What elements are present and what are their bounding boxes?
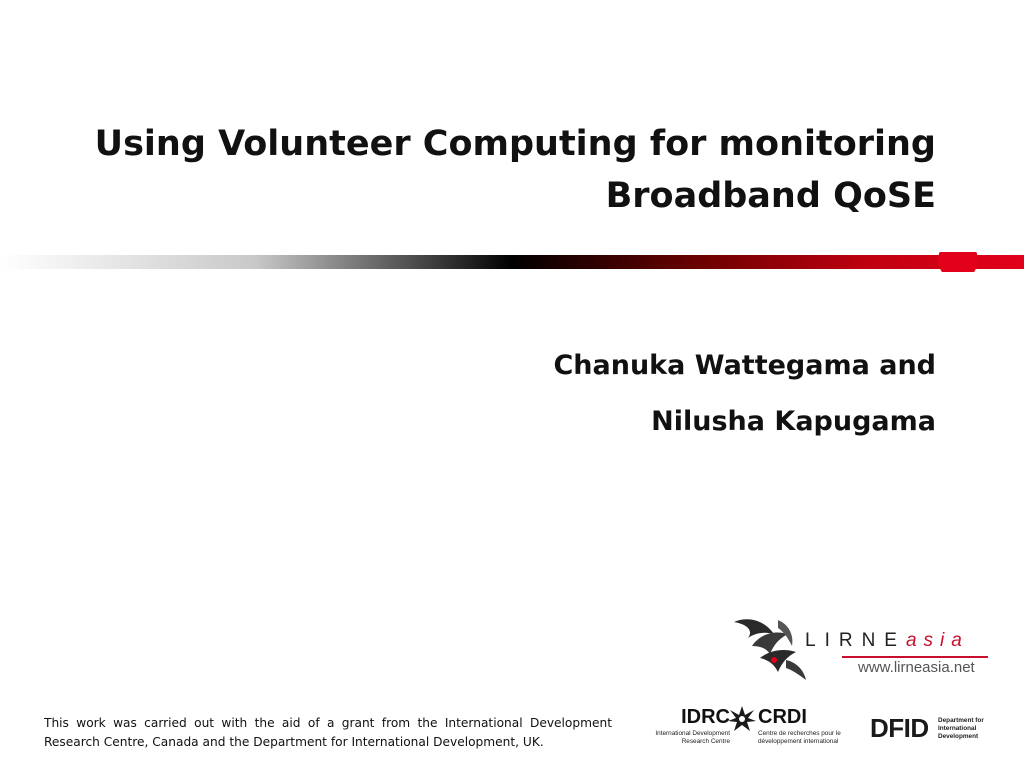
author-line-1: Chanuka Wattegama and: [553, 350, 936, 381]
lirneasia-wordmark: LIRNEasia: [805, 630, 969, 651]
slide-title-line-2: Broadband QoSE: [605, 176, 936, 216]
lirneasia-underline: [842, 656, 988, 658]
dfid-sub-2: International: [938, 725, 977, 732]
idrc-english: [642, 704, 730, 746]
idrc-sub-2: Research Centre: [681, 738, 730, 745]
funding-footnote: This work was carried out with the aid of a grant from the International Development Research Centre, Canada and the Department for International Development, UK.: [44, 716, 612, 749]
dfid-sub: [938, 717, 984, 741]
crdi-abbr: CRDI: [758, 706, 807, 728]
lirneasia-logo: [730, 608, 1000, 688]
idrc-crdi-logo: [640, 704, 850, 754]
bird-icon: [730, 612, 810, 684]
crdi-sub-2: développement international: [758, 738, 839, 745]
crdi-french: [758, 704, 850, 746]
dfid-abbr: DFID: [870, 713, 929, 743]
dfid-logo: [870, 713, 990, 747]
idrc-abbr: IDRC: [681, 706, 730, 728]
dfid-sub-1: Department for: [938, 717, 984, 724]
divider-bar: [0, 255, 1024, 269]
idrc-sub-1: International Development: [655, 730, 730, 737]
slide-title: [36, 118, 936, 222]
lirneasia-url: www.lirneasia.net: [858, 659, 975, 676]
gradient-divider: [0, 252, 1024, 272]
authors: [336, 338, 936, 450]
crdi-sub-1: Centre de recherches pour le: [758, 730, 841, 737]
dfid-sub-3: Development: [938, 733, 979, 740]
idrc-star-icon: [726, 704, 758, 734]
slide-title-line-1: Using Volunteer Computing for monitoring: [94, 124, 936, 164]
divider-dot: [938, 252, 978, 272]
author-line-2: Nilusha Kapugama: [651, 406, 936, 437]
